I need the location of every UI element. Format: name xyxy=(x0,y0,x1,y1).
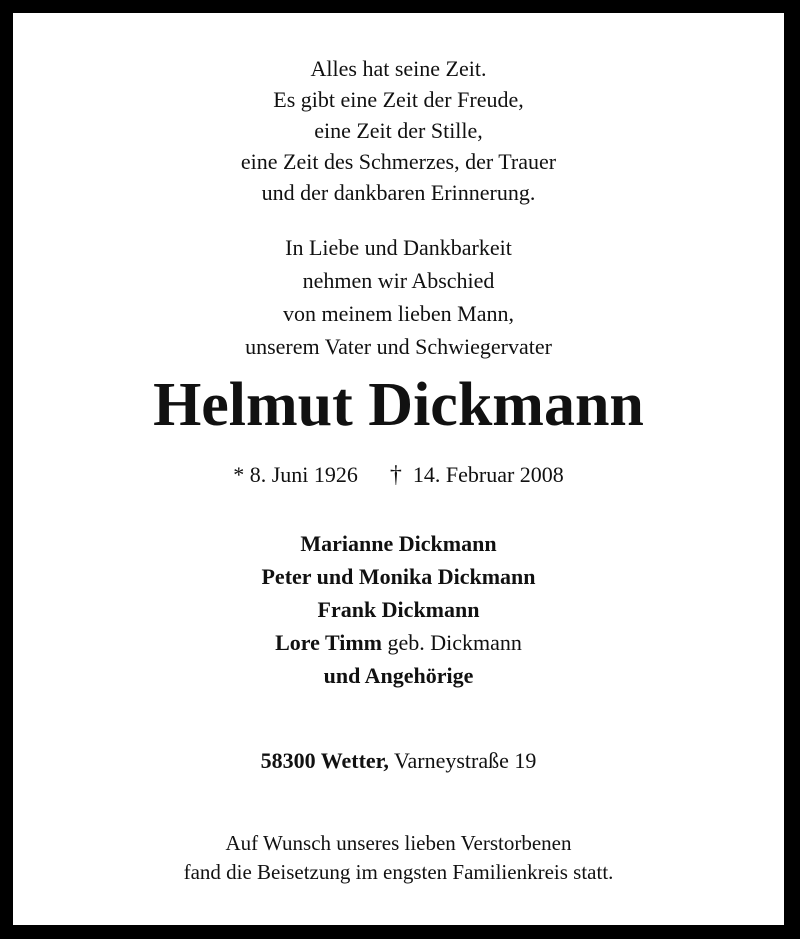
mourner-line xyxy=(13,630,784,656)
address-street: Varneystraße 19 xyxy=(394,748,537,773)
deceased-name: Helmut Dickmann xyxy=(153,371,644,439)
poem-line: eine Zeit der Stille, xyxy=(314,118,483,143)
address xyxy=(13,748,784,774)
mourner-maiden-name: geb. Dickmann xyxy=(387,630,522,655)
birth-date: * 8. Juni 1926 xyxy=(233,462,358,487)
farewell-line: unserem Vater und Schwiegervater xyxy=(245,334,552,359)
poem-line: Alles hat seine Zeit. xyxy=(310,56,487,81)
death-date: 14. Februar 2008 xyxy=(412,462,564,487)
poem-line: und der dankbaren Erinnerung. xyxy=(261,180,536,205)
address-city: 58300 Wetter, xyxy=(260,748,389,773)
farewell-line: von meinem lieben Mann, xyxy=(283,301,514,326)
closing-line: fand die Beisetzung im engsten Familienkreis statt. xyxy=(183,860,614,884)
poem-line: Es gibt eine Zeit der Freude, xyxy=(273,87,524,112)
cross-icon: † xyxy=(389,462,402,488)
farewell-line: nehmen wir Abschied xyxy=(302,268,495,293)
mourner-line: Marianne Dickmann xyxy=(300,531,497,556)
mourner-name: Lore Timm xyxy=(275,630,383,655)
life-dates xyxy=(13,462,784,488)
poem-line: eine Zeit des Schmerzes, der Trauer xyxy=(240,149,557,174)
farewell-line: In Liebe und Dankbarkeit xyxy=(285,235,512,260)
mourner-line: Frank Dickmann xyxy=(317,597,480,622)
closing-line: Auf Wunsch unseres lieben Verstorbenen xyxy=(225,831,572,855)
mourner-line: und Angehörige xyxy=(323,663,474,688)
mourner-line: Peter und Monika Dickmann xyxy=(261,564,536,589)
